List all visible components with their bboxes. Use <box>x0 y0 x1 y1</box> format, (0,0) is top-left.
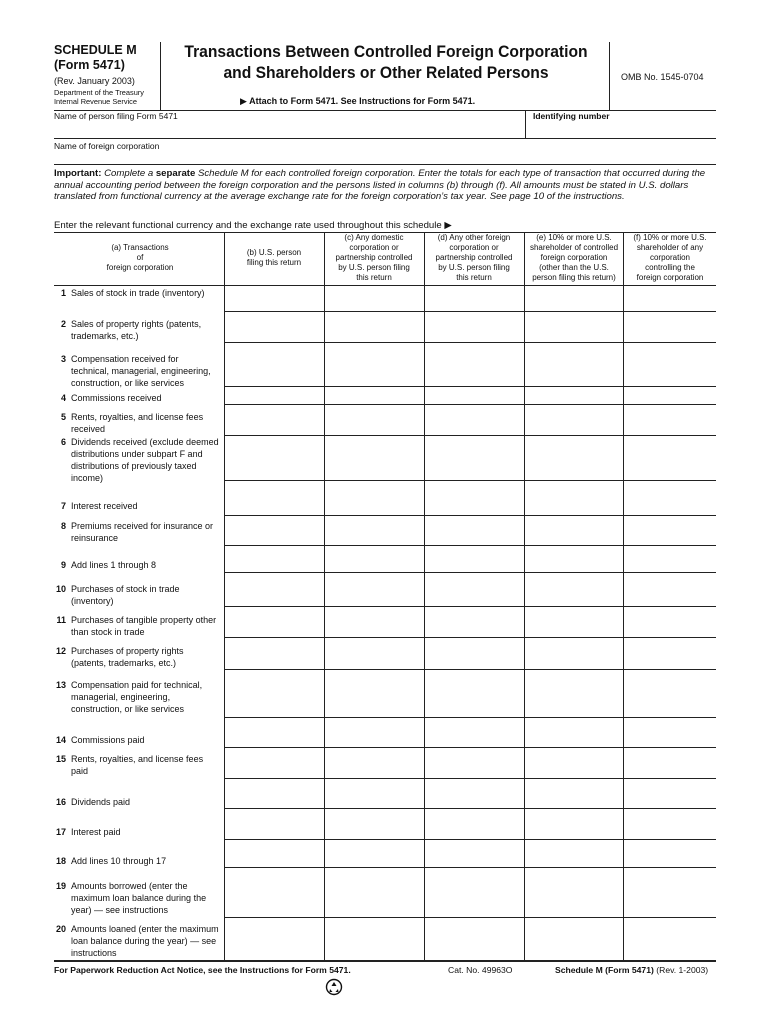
amount-cell-d[interactable] <box>425 840 524 867</box>
amount-cell-b[interactable] <box>225 573 324 606</box>
amount-cell-e[interactable] <box>525 405 623 435</box>
amount-cell-e[interactable] <box>525 286 623 311</box>
line-number: 19 <box>55 881 66 891</box>
footer-form-name: Schedule M (Form 5471) <box>555 965 654 975</box>
amount-cell-f[interactable] <box>624 436 716 480</box>
line-number: 9 <box>60 560 66 570</box>
amount-cell-d[interactable] <box>425 387 524 404</box>
line-label: Compensation received for technical, managerial, engineering, construction, or like services <box>71 354 211 388</box>
rule-name-corp <box>54 164 716 165</box>
amount-cell-b[interactable] <box>225 868 324 917</box>
amount-cell-b[interactable] <box>225 718 324 747</box>
line-number: 8 <box>60 521 66 531</box>
amount-cell-d[interactable] <box>425 779 524 808</box>
foreign-corp-label: Name of foreign corporation <box>54 141 160 151</box>
line-label: Commissions received <box>71 393 162 403</box>
line-label: Amounts borrowed (enter the maximum loan balance during the year) — see instructions <box>71 881 207 915</box>
line-number: 6 <box>60 437 66 447</box>
amount-cell-e[interactable] <box>525 840 623 867</box>
amount-cell-c[interactable] <box>325 387 424 404</box>
amount-cell-f[interactable] <box>624 573 716 606</box>
amount-cell-f[interactable] <box>624 918 716 960</box>
title-line-1: Transactions Between Controlled Foreign Corporation <box>184 42 588 61</box>
amount-cell-c[interactable] <box>325 516 424 545</box>
line-label: Sales of stock in trade (inventory) <box>71 288 205 298</box>
amount-cell-e[interactable] <box>525 809 623 839</box>
amount-cell-c[interactable] <box>325 286 424 311</box>
amount-cell-f[interactable] <box>624 387 716 404</box>
footer-form-id <box>555 965 708 975</box>
line-number: 10 <box>55 584 66 594</box>
department-line-1: Department of the Treasury <box>54 88 144 97</box>
schedule-form: (Form 5471) <box>54 58 125 72</box>
amount-cell-c[interactable] <box>325 670 424 717</box>
amount-cell-d[interactable] <box>425 546 524 572</box>
line-label: Purchases of tangible property other than stock in trade <box>71 615 217 637</box>
amount-cell-f[interactable] <box>624 607 716 637</box>
amount-cell-b[interactable] <box>225 436 324 480</box>
line-number: 5 <box>60 412 66 422</box>
amount-cell-f[interactable] <box>624 343 716 386</box>
important-notice <box>54 168 716 203</box>
amount-cell-e[interactable] <box>525 481 623 515</box>
amount-cell-b[interactable] <box>225 748 324 778</box>
amount-cell-b[interactable] <box>225 779 324 808</box>
amount-cell-f[interactable] <box>624 868 716 917</box>
amount-cell-d[interactable] <box>425 868 524 917</box>
amount-cell-d[interactable] <box>425 809 524 839</box>
amount-cell-e[interactable] <box>525 343 623 386</box>
amount-cell-d[interactable] <box>425 343 524 386</box>
header-divider-right <box>609 42 610 110</box>
amount-cell-d[interactable] <box>425 748 524 778</box>
amount-cell-c[interactable] <box>325 718 424 747</box>
line-label: Purchases of stock in trade (inventory) <box>71 584 180 606</box>
line-number: 4 <box>60 393 66 403</box>
amount-cell-f[interactable] <box>624 638 716 669</box>
amount-cell-c[interactable] <box>325 546 424 572</box>
amount-cell-d[interactable] <box>425 481 524 515</box>
important-lead: Important: <box>54 168 102 179</box>
amount-cell-f[interactable] <box>624 405 716 435</box>
header-divider-left <box>160 42 161 110</box>
line-label: Commissions paid <box>71 735 145 745</box>
col-header-d: (d) Any other foreign corporation or partnership controlled by U.S. person filing this return <box>435 233 513 282</box>
amount-cell-e[interactable] <box>525 546 623 572</box>
amount-cell-d[interactable] <box>425 312 524 342</box>
footer-paperwork-notice: For Paperwork Reduction Act Notice, see the Instructions for Form 5471. <box>54 965 351 975</box>
footer-cat-number: Cat. No. 49963O <box>448 965 513 975</box>
amount-cell-c[interactable] <box>325 868 424 917</box>
amount-cell-e[interactable] <box>525 638 623 669</box>
line-label: Dividends paid <box>71 797 131 807</box>
amount-cell-c[interactable] <box>325 840 424 867</box>
amount-cell-f[interactable] <box>624 481 716 515</box>
amount-cell-d[interactable] <box>425 286 524 311</box>
amount-cell-f[interactable] <box>624 840 716 867</box>
col-header-c: (c) Any domestic corporation or partnership controlled by U.S. person filing this return <box>335 233 413 282</box>
department-line-2: Internal Revenue Service <box>54 97 137 106</box>
amount-cell-c[interactable] <box>325 607 424 637</box>
amount-cell-d[interactable] <box>425 573 524 606</box>
amount-cell-b[interactable] <box>225 809 324 839</box>
line-number: 14 <box>55 735 66 745</box>
col-header-b: (b) U.S. person filing this return <box>246 248 302 267</box>
line-number: 17 <box>55 827 66 837</box>
line-label: Sales of property rights (patents, trademarks, etc.) <box>71 319 202 341</box>
recycled-paper-icon <box>325 978 343 996</box>
amount-cell-f[interactable] <box>624 718 716 747</box>
amount-cell-c[interactable] <box>325 638 424 669</box>
amount-cell-d[interactable] <box>425 718 524 747</box>
amount-cell-e[interactable] <box>525 918 623 960</box>
amount-cell-c[interactable] <box>325 809 424 839</box>
line-number: 11 <box>56 615 66 625</box>
department <box>54 88 144 106</box>
line-number: 18 <box>55 856 66 866</box>
amount-cell-f[interactable] <box>624 670 716 717</box>
amount-cell-c[interactable] <box>325 779 424 808</box>
line-label: Rents, royalties, and license fees received <box>71 412 204 434</box>
amount-cell-e[interactable] <box>525 312 623 342</box>
amount-cell-b[interactable] <box>225 638 324 669</box>
amount-cell-e[interactable] <box>525 868 623 917</box>
line-label: Add lines 1 through 8 <box>71 560 157 570</box>
amount-cell-d[interactable] <box>425 436 524 480</box>
person-filing-input[interactable] <box>54 121 522 137</box>
col-header-f: (f) 10% or more U.S. shareholder of any corporation controlling the foreign corporation <box>633 233 707 282</box>
amount-cell-f[interactable] <box>624 516 716 545</box>
amount-cell-e[interactable] <box>525 670 623 717</box>
line-label: Add lines 10 through 17 <box>71 856 167 866</box>
amount-cell-b[interactable] <box>225 840 324 867</box>
amount-cell-d[interactable] <box>425 670 524 717</box>
attach-instruction: ▶ Attach to Form 5471. See Instructions for Form 5471. <box>240 96 476 106</box>
amount-cell-b[interactable] <box>225 286 324 311</box>
line-number: 2 <box>60 319 66 329</box>
amount-cell-f[interactable] <box>624 809 716 839</box>
line-label: Amounts loaned (enter the maximum loan balance during the year) — see instructions <box>71 924 219 958</box>
amount-cell-d[interactable] <box>425 638 524 669</box>
page-title <box>184 41 589 83</box>
amount-cell-e[interactable] <box>525 573 623 606</box>
omb-number: OMB No. 1545-0704 <box>621 72 704 82</box>
amount-cell-d[interactable] <box>425 516 524 545</box>
identifying-number-label: Identifying number <box>533 111 610 121</box>
amount-cell-c[interactable] <box>325 343 424 386</box>
currency-input[interactable] <box>524 220 716 232</box>
amount-cell-e[interactable] <box>525 436 623 480</box>
amount-cell-c[interactable] <box>325 405 424 435</box>
amount-cell-f[interactable] <box>624 312 716 342</box>
amount-cell-c[interactable] <box>325 573 424 606</box>
line-label: Interest paid <box>71 827 121 837</box>
amount-cell-b[interactable] <box>225 405 324 435</box>
amount-cell-d[interactable] <box>425 607 524 637</box>
line-label: Dividends received (exclude deemed distributions under subpart F and distributions of previously taxed income) <box>71 437 219 483</box>
amount-cell-e[interactable] <box>525 387 623 404</box>
amount-cell-b[interactable] <box>225 516 324 545</box>
schedule-title <box>54 43 137 73</box>
amount-cell-b[interactable] <box>225 481 324 515</box>
amount-cell-b[interactable] <box>225 546 324 572</box>
amount-cell-d[interactable] <box>425 405 524 435</box>
identifying-number-input[interactable] <box>530 121 716 137</box>
amount-cell-c[interactable] <box>325 436 424 480</box>
currency-line: Enter the relevant functional currency and the exchange rate used throughout this schedule ▶ <box>54 220 452 231</box>
amount-cell-d[interactable] <box>425 918 524 960</box>
identifying-divider <box>525 110 526 138</box>
amount-cell-b[interactable] <box>225 387 324 404</box>
line-number: 15 <box>55 754 66 764</box>
amount-cell-f[interactable] <box>624 779 716 808</box>
amount-cell-e[interactable] <box>525 516 623 545</box>
amount-cell-f[interactable] <box>624 546 716 572</box>
amount-cell-c[interactable] <box>325 312 424 342</box>
line-number: 12 <box>55 646 66 656</box>
amount-cell-e[interactable] <box>525 718 623 747</box>
amount-cell-f[interactable] <box>624 286 716 311</box>
title-line-2: and Shareholders or Other Related Persons <box>223 63 549 82</box>
amount-cell-f[interactable] <box>624 748 716 778</box>
schedule-name: SCHEDULE M <box>54 43 137 57</box>
line-label: Rents, royalties, and license fees paid <box>71 754 204 776</box>
important-separate: separate <box>155 168 196 179</box>
line-label: Purchases of property rights (patents, trademarks, etc.) <box>71 646 184 668</box>
line-label: Premiums received for insurance or reinsurance <box>71 521 214 543</box>
amount-cell-e[interactable] <box>525 779 623 808</box>
col-header-a: (a) Transactions of foreign corporation <box>106 243 174 272</box>
line-number: 3 <box>60 354 66 364</box>
rule-name-person <box>54 138 716 139</box>
amount-cell-b[interactable] <box>225 918 324 960</box>
line-label: Compensation paid for technical, managerial, engineering, construction, or like services <box>71 680 203 714</box>
line-number: 7 <box>60 501 66 511</box>
line-number: 20 <box>55 924 66 934</box>
important-part-1: Complete a <box>101 168 156 179</box>
amount-cell-e[interactable] <box>525 607 623 637</box>
amount-cell-c[interactable] <box>325 748 424 778</box>
important-part-2: Schedule M for each controlled foreign corporation. Enter the totals for each type of transaction that occurred during the annual accounting period between the foreign corporation and the persons listed in columns (b) through (f). All amounts must be stated in U.S. dollars translated from functional currency at the average exchange rate for the foreign corporation’s tax year. See page 10 of the instructions. <box>54 168 706 203</box>
footer-form-rev: (Rev. 1-2003) <box>653 965 709 975</box>
revision-date: (Rev. January 2003) <box>54 76 135 86</box>
col-header-e: (e) 10% or more U.S. shareholder of controlled foreign corporation (other than the U.S. person filing this return) <box>529 233 619 282</box>
amount-cell-b[interactable] <box>225 670 324 717</box>
amount-cell-c[interactable] <box>325 481 424 515</box>
line-label: Interest received <box>71 501 138 511</box>
amount-cell-b[interactable] <box>225 607 324 637</box>
line-number: 16 <box>55 797 66 807</box>
amount-cell-b[interactable] <box>225 312 324 342</box>
amount-cell-c[interactable] <box>325 918 424 960</box>
person-filing-label: Name of person filing Form 5471 <box>54 111 178 121</box>
line-number: 13 <box>55 680 66 690</box>
amount-cell-e[interactable] <box>525 748 623 778</box>
table-bottom-rule <box>54 960 716 962</box>
amount-cell-b[interactable] <box>225 343 324 386</box>
line-number: 1 <box>60 288 66 298</box>
